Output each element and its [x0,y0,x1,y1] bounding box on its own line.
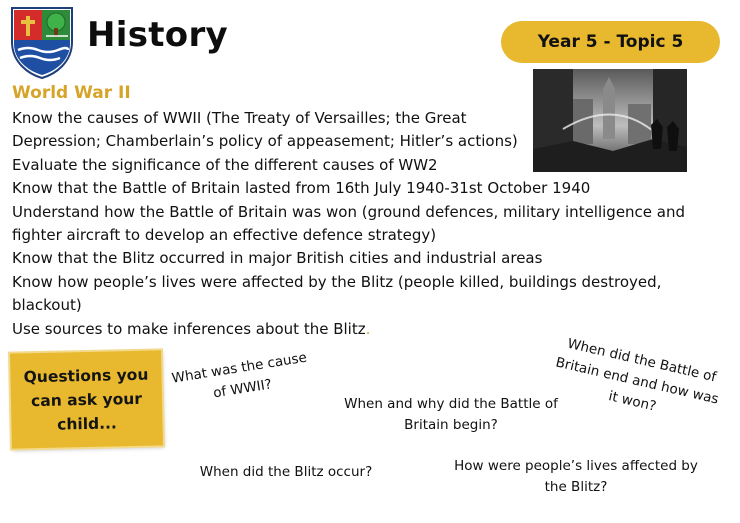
objective-item: Know how people’s lives were affected by the Blitz (people killed, buildings destroyed, blackout) [12,272,662,315]
objective-period: . [365,319,371,338]
questions-heading-box [10,350,163,448]
objective-item: Know that the Blitz occurred in major British cities and industrial areas [12,249,543,268]
objective-item: Know that the Battle of Britain lasted from 16th July 1940-31st October 1940 [12,179,591,198]
topic-subtitle: World War II [12,83,131,103]
objective-item [12,318,702,341]
question-item: What was the cause of WWII? [170,349,308,402]
learning-objectives-list [12,107,702,341]
questions-heading: Questions you can ask your child... [23,365,149,434]
objective-item: Know the causes of WWII (The Treaty of Versailles; the Great Depression; Chamberlain’s policy of appeasement; Hitler’s actions) [12,109,518,151]
school-crest-icon [10,6,74,80]
page-title: History [87,15,228,55]
objective-item: Evaluate the significance of the different causes of WW2 [12,155,438,174]
objective-text: Use sources to make inferences about the Blitz [12,319,366,338]
question-item: When and why did the Battle of Britain begin? [344,396,558,433]
question-item: When did the Battle of Britain end and how was it won? [554,335,721,415]
question-item: How were people’s lives affected by the Blitz? [454,458,698,495]
year-topic-badge: Year 5 - Topic 5 [501,21,720,63]
objective-item: Understand how the Battle of Britain was won (ground defences, military intelligence and fighter aircraft to develop an effective defence strategy) [12,202,686,245]
question-item: When did the Blitz occur? [199,464,373,480]
